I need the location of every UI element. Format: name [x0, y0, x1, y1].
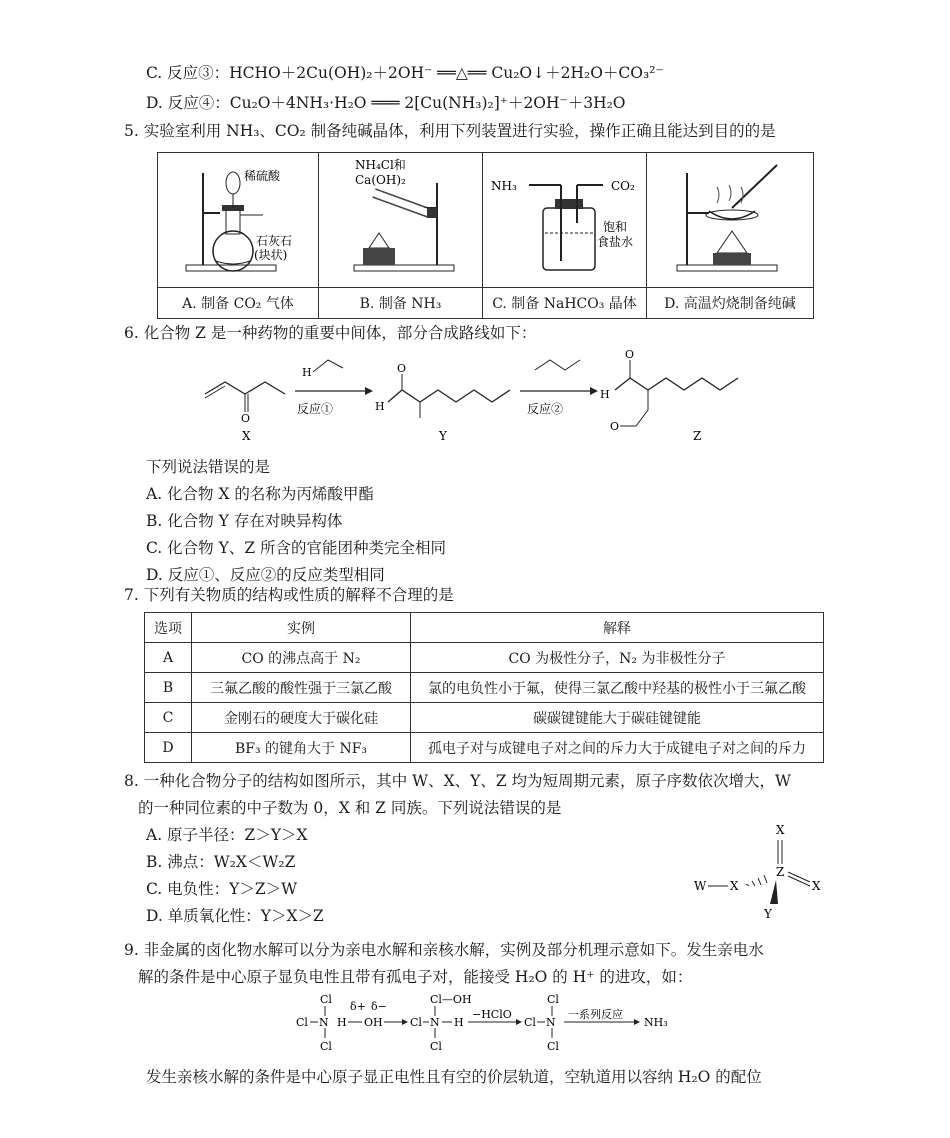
header-explanation: 解释 [411, 613, 824, 643]
atom-x-left: X [730, 879, 739, 893]
z-aldehyde-o: O [625, 348, 635, 361]
table-row [145, 733, 824, 763]
q8-option-a: A. 原子半径：Z＞Y＞X [146, 826, 308, 844]
cl-left-3: Cl [524, 1016, 536, 1029]
nh3-generator-figure [319, 153, 482, 283]
y-aldehyde-o: O [397, 362, 407, 375]
atom-y: Y [764, 907, 772, 921]
q6-synthesis-route [190, 346, 790, 448]
q6-option-d: D. 反应①、反应②的反应类型相同 [146, 566, 385, 584]
apparatus-a [158, 153, 319, 288]
label-saturated: 饱和 [603, 220, 628, 234]
y-aldehyde-h: H [375, 400, 385, 413]
label-limestone: 石灰石 [256, 234, 293, 248]
q6-substem: 下列说法错误的是 [146, 458, 271, 476]
q6-stem: 6. 化合物 Z 是一种药物的重要中间体，部分合成路线如下： [124, 324, 537, 342]
x-carbonyl-o: O [241, 412, 251, 425]
n-1: N [319, 1016, 329, 1029]
q6-option-a: A. 化合物 X 的名称为丙烯酸甲酯 [146, 485, 374, 503]
apparatus-b [319, 153, 483, 288]
header-example: 实例 [192, 613, 411, 643]
q8-option-c: C. 电负性：Y＞Z＞W [146, 880, 298, 898]
row-b-example: 三氟乙酸的酸性强于三氯乙酸 [192, 673, 411, 703]
label-block: (块状) [254, 248, 288, 262]
row-c-explanation: 碳碳键键能大于碳硅键键能 [411, 703, 824, 733]
cl-left-2: Cl [410, 1016, 422, 1029]
q8-option-d: D. 单质氧化性：Y＞X＞Z [146, 907, 324, 925]
row-c-example: 金刚石的硬度大于碳化硅 [192, 703, 411, 733]
n-3: N [546, 1016, 556, 1029]
label-y: Y [439, 429, 447, 443]
delta-minus: δ− [371, 1000, 387, 1013]
atom-z: Z [776, 865, 785, 879]
atom-x-top: X [776, 823, 785, 837]
label-co2-inlet: CO₂ [611, 179, 635, 193]
q9-mechanism [290, 992, 690, 1056]
apparatus-c [483, 153, 647, 288]
calcination-figure [647, 153, 813, 283]
label-nh3-inlet: NH₃ [491, 179, 517, 193]
q9-stem-line1: 9. 非金属的卤化物水解可以分为亲电水解和亲核水解，实例及部分机理示意如下。发生亲电水 [124, 941, 764, 959]
header-option: 选项 [145, 613, 192, 643]
table-row [145, 703, 824, 733]
q8-molecule-figure [690, 818, 830, 923]
row-a-explanation: CO 为极性分子，N₂ 为非极性分子 [411, 643, 824, 673]
z-aldehyde-h: H [600, 388, 610, 401]
caption-b: B. 制备 NH₃ [319, 288, 483, 319]
n-2: N [430, 1016, 440, 1029]
table-row [145, 643, 824, 673]
nahco3-figure [483, 153, 646, 283]
label-reaction2: 反应② [527, 402, 564, 416]
h-1: H [337, 1016, 347, 1029]
cl-bottom-1: Cl [320, 1040, 332, 1053]
table-header-row [145, 613, 824, 643]
label-brine: 食盐水 [597, 235, 634, 249]
q5-stem: 5. 实验室利用 NH₃、CO₂ 制备纯碱晶体，利用下列装置进行实验，操作正确且能达到目的的是 [124, 122, 776, 140]
q4-option-d: D. 反应④：Cu₂O＋4NH₃·H₂O ═══ 2[Cu(NH₃)₂]⁺＋2OH⁻＋3H₂O [146, 94, 626, 112]
reagent1-h: H [302, 366, 312, 379]
row-d-example: BF₃ 的键角大于 NF₃ [192, 733, 411, 763]
series-of-reactions: 一系列反应 [568, 1008, 623, 1021]
co2-generator-figure [158, 153, 318, 283]
q9-stem-line2: 解的条件是中心原子显负电性且带有孤电子对，能接受 H₂O 的 H⁺ 的进攻，如： [138, 968, 693, 986]
q9-tail: 发生亲核水解的条件是中心原子显正电性且有空的价层轨道，空轨道用以容纳 H₂O 的配位 [146, 1068, 762, 1086]
q7-table [144, 612, 824, 763]
row-d-option: D [145, 733, 192, 763]
minus-hclo: −HClO [472, 1008, 512, 1021]
row-d-explanation: 孤电子对与成键电子对之间的斥力大于成键电子对之间的斥力 [411, 733, 824, 763]
cl-bottom-2: Cl [430, 1040, 442, 1053]
z-ketone-o: O [610, 420, 620, 433]
apparatus-d [647, 153, 814, 288]
atom-w: W [694, 879, 707, 893]
row-a-option: A [145, 643, 192, 673]
delta-plus: δ+ [350, 1000, 366, 1013]
cl-top-3: Cl [547, 993, 559, 1006]
row-a-example: CO 的沸点高于 N₂ [192, 643, 411, 673]
product-nh3: NH₃ [644, 1016, 668, 1029]
q7-stem: 7. 下列有关物质的结构或性质的解释不合理的是 [124, 586, 454, 604]
q6-option-b: B. 化合物 Y 存在对映异构体 [146, 512, 343, 530]
cl-left-1: Cl [296, 1016, 308, 1029]
cl-top-1: Cl [320, 993, 332, 1006]
q4-option-c: C. 反应③：HCHO＋2Cu(OH)₂＋2OH⁻ ══△══ Cu₂O↓＋2H₂O＋CO₃²⁻ [146, 64, 664, 82]
oh-1: OH [364, 1016, 383, 1029]
caption-c: C. 制备 NaHCO₃ 晶体 [483, 288, 647, 319]
label-z: Z [693, 429, 702, 443]
label-dilute-sulfuric-acid: 稀硫酸 [244, 169, 281, 183]
q8-stem-line2: 的一种同位素的中子数为 0，X 和 Z 同族。下列说法错误的是 [138, 799, 562, 817]
label-reaction1: 反应① [297, 402, 334, 416]
h-2: H [454, 1016, 464, 1029]
row-c-option: C [145, 703, 192, 733]
table-row [145, 673, 824, 703]
q5-apparatus-table [157, 152, 814, 319]
q8-option-b: B. 沸点：W₂X＜W₂Z [146, 853, 296, 871]
row-b-option: B [145, 673, 192, 703]
atom-x-right: X [812, 879, 821, 893]
label-caoh2: Ca(OH)₂ [355, 173, 406, 187]
row-b-explanation: 氯的电负性小于氟，使得三氯乙酸中羟基的极性小于三氟乙酸 [411, 673, 824, 703]
q6-option-c: C. 化合物 Y、Z 所含的官能团种类完全相同 [146, 539, 447, 557]
q8-stem-line1: 8. 一种化合物分子的结构如图所示，其中 W、X、Y、Z 均为短周期元素，原子序数依次增大，W [124, 772, 791, 790]
caption-d: D. 高温灼烧制备纯碱 [647, 288, 814, 319]
label-x: X [242, 429, 251, 443]
cl-bottom-3: Cl [547, 1040, 559, 1053]
label-nh4cl: NH₄Cl和 [355, 158, 406, 172]
caption-a: A. 制备 CO₂ 气体 [158, 288, 319, 319]
cl-oh-group: Cl—OH [430, 993, 472, 1006]
